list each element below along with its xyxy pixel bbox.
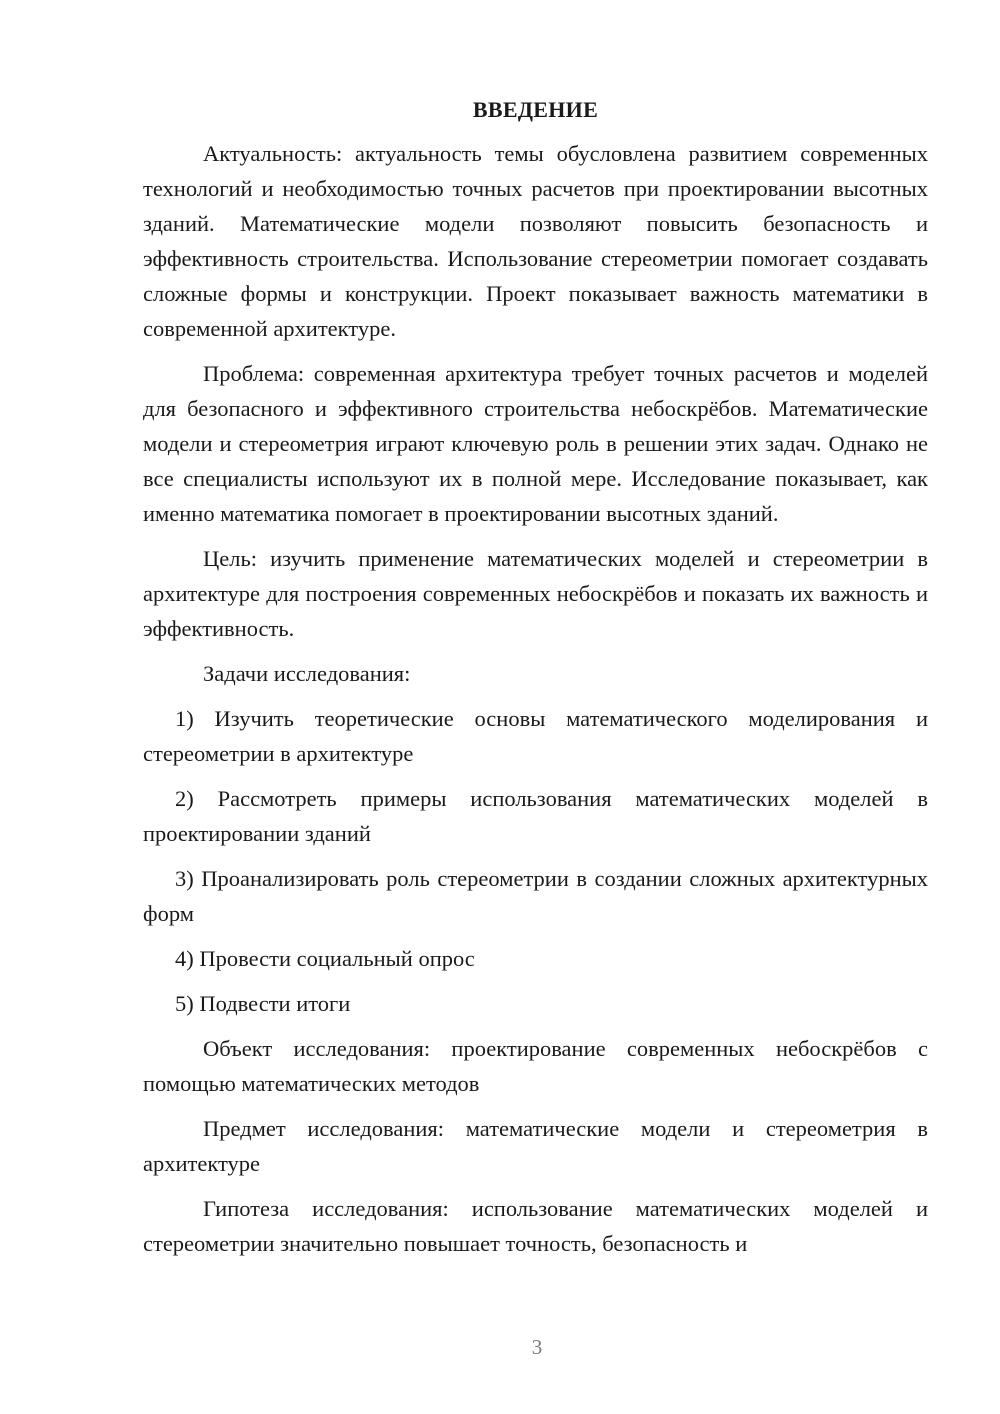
- list-item: 2) Рассмотреть примеры использования математических моделей в проектировании зданий: [143, 786, 928, 846]
- list-item: 5) Подвести итоги: [175, 991, 351, 1016]
- tasks-heading: Задачи исследования:: [203, 661, 411, 686]
- list-item: 3) Проанализировать роль стереометрии в создании сложных архитектурных форм: [143, 866, 928, 926]
- paragraph-hypothesis: Гипотеза исследования: использование математических моделей и стереометрии значительно повышает точность, безопасность и: [143, 1196, 928, 1256]
- paragraph-object: Объект исследования: проектирование современных небоскрёбов с помощью математических методов: [143, 1036, 928, 1096]
- document-body: [143, 95, 928, 1271]
- page-title: ВВЕДЕНИЕ: [472, 97, 599, 122]
- paragraph-problem: Проблема: современная архитектура требует точных расчетов и моделей для безопасного и эффективного строительства небоскрёбов. Математические модели и стереометрия играют ключевую роль в решении этих задач. Однако не все специалисты используют их в полной мере. Исследование показывает, как именно математика помогает в проектировании высотных зданий.: [143, 361, 928, 526]
- paragraph-goal: Цель: изучить применение математических моделей и стереометрии в архитектуре для построения современных небоскрёбов и показать их важность и эффективность.: [143, 546, 928, 641]
- paragraph-relevance: Актуальность: актуальность темы обусловлена развитием современных технологий и необходимостью точных расчетов при проектировании высотных зданий. Математические модели позволяют повысить безопасность и эффективность строительства. Использование стереометрии помогает создавать сложные формы и конструкции. Проект показывает важность математики в современной архитектуре.: [143, 141, 928, 341]
- page-number: 3: [531, 1335, 543, 1359]
- paragraph-subject: Предмет исследования: математические модели и стереометрия в архитектуре: [143, 1116, 928, 1176]
- list-item: 1) Изучить теоретические основы математического моделирования и стереометрии в архитектуре: [143, 706, 928, 766]
- list-item: 4) Провести социальный опрос: [175, 946, 475, 971]
- tasks-list: [143, 701, 928, 1021]
